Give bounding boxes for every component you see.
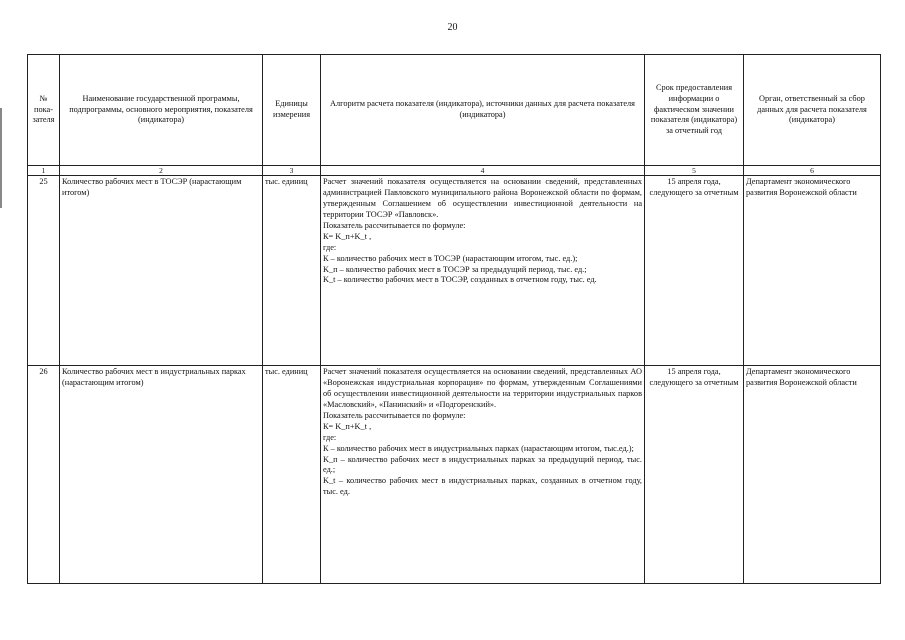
agency-cell: Департамент экономического развития Воронежской области [744, 176, 881, 366]
header-units: Единицы измерения [263, 55, 321, 166]
indicator-table [27, 54, 881, 584]
table-header-row [28, 55, 881, 166]
indicator-name: Количество рабочих мест в ТОСЭР (нарастающим итогом) [60, 176, 263, 366]
algorithm-paragraph: Показатель рассчитывается по формуле: [323, 220, 466, 230]
algorithm-paragraph: где: [323, 242, 337, 252]
table-row [28, 366, 881, 584]
unit-cell: тыс. единиц [263, 366, 321, 584]
agency-cell: Департамент экономического развития Воронежской области [744, 366, 881, 584]
table-row [28, 176, 881, 366]
formula: К= K_п+K_t , [323, 421, 372, 431]
column-number: 6 [744, 166, 881, 176]
column-number: 1 [28, 166, 60, 176]
algorithm-paragraph: Показатель рассчитывается по формуле: [323, 410, 466, 420]
column-number: 2 [60, 166, 263, 176]
header-responsible-agency: Орган, ответственный за сбор данных для расчета показателя (индикатора) [744, 55, 881, 166]
algorithm-paragraph: где: [323, 432, 337, 442]
page-number: 20 [447, 22, 458, 33]
row-number: 25 [28, 176, 60, 366]
formula: К= K_п+K_t , [323, 231, 372, 241]
deadline-cell: 15 апреля года, следующего за отчетным [645, 176, 744, 366]
header-algorithm: Алгоритм расчета показателя (индикатора), источники данных для расчета показателя (индикатора) [321, 55, 645, 166]
algorithm-cell [321, 176, 645, 366]
algorithm-paragraph: K_t – количество рабочих мест в индустриальных парках, созданных в отчетном году, тыс. ед. [323, 476, 642, 497]
algorithm-paragraph: K_п – количество рабочих мест в индустриальных парках за предыдущий период, тыс. ед.; [323, 454, 642, 475]
column-number: 4 [321, 166, 645, 176]
header-program-name: Наименование государственной программы, подпрограммы, основного мероприятия, показателя (индикатора) [60, 55, 263, 166]
column-number: 5 [645, 166, 744, 176]
header-indicator-number: № пока-зателя [28, 55, 60, 166]
unit-cell: тыс. единиц [263, 176, 321, 366]
column-number: 3 [263, 166, 321, 176]
algorithm-paragraph: К – количество рабочих мест в индустриальных парках (нарастающим итогом, тыс.ед.); [323, 443, 634, 453]
header-deadline: Срок предоставления информации о фактическом значении показателя (индикатора) за отчетный год [645, 55, 744, 166]
scan-edge-mark [0, 108, 2, 208]
column-numbers-row [28, 166, 881, 176]
algorithm-paragraph: К – количество рабочих мест в ТОСЭР (нарастающим итогом, тыс. ед.); [323, 253, 578, 263]
algorithm-cell [321, 366, 645, 584]
algorithm-paragraph: Расчет значений показателя осуществляется на основании сведений, представленных администрацией Павловского муниципального района Воронежской области по формам, утвержденным Соглашением об осуществлении инвестиционной деятельности на территории ТОСЭР «Павловск». [323, 177, 642, 219]
algorithm-paragraph: K_t – количество рабочих мест в ТОСЭР, созданных в отчетном году, тыс. ед. [323, 275, 597, 285]
indicator-name: Количество рабочих мест в индустриальных парках (нарастающим итогом) [60, 366, 263, 584]
deadline-cell: 15 апреля года, следующего за отчетным [645, 366, 744, 584]
algorithm-paragraph: K_п – количество рабочих мест в ТОСЭР за предыдущий период, тыс. ед.; [323, 264, 587, 274]
algorithm-paragraph: Расчет значений показателя осуществляется на основании сведений, представленных АО «Воронежская индустриальная корпорация» по формам, утвержденным Соглашениями об осуществлении инвестиционной деятельности на территории индустриальных парков «Масловский», «Панинский» и «Подгоренский». [323, 367, 642, 409]
row-number: 26 [28, 366, 60, 584]
